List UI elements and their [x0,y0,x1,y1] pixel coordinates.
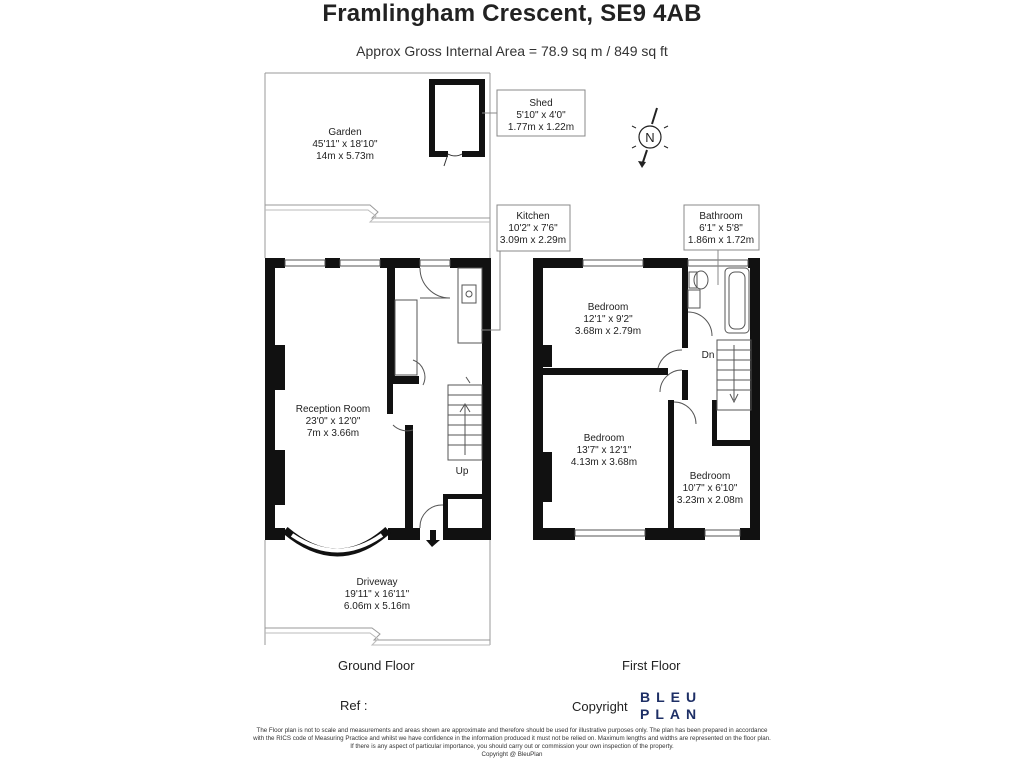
stairs-down-label: Dn [701,350,715,361]
logo-line-2: PLAN [640,706,703,722]
shed [432,82,482,166]
garden-metric: 14m x 5.73m [316,151,374,162]
garden-imperial: 45'11" x 18'10" [312,139,378,150]
bedroom3-metric: 3.23m x 2.08m [676,495,744,506]
bathroom-metric: 1.86m x 1.72m [687,235,755,246]
driveway-imperial: 19'11" x 16'11" [344,589,410,600]
ground-floor-label: Ground Floor [338,658,415,673]
reception-metric: 7m x 3.66m [306,428,360,439]
shed-imperial: 5'10" x 4'0" [516,110,566,121]
shed-name: Shed [529,98,553,109]
first-floor-label: First Floor [622,658,681,673]
bedroom2-name: Bedroom [583,433,625,444]
shed-metric: 1.77m x 1.22m [507,122,575,133]
bedroom1-imperial: 12'1" x 9'2" [583,314,633,325]
kitchen-fittings [395,268,482,375]
driveway-metric: 6.06m x 5.16m [343,601,411,612]
stairs-up-label: Up [455,466,469,477]
disclaimer-line-4: Copyright @ BleuPlan [481,751,543,758]
page-title: Framlingham Crescent, SE9 4AB [322,0,702,27]
copyright-label: Copyright [572,699,628,714]
reception-name: Reception Room [295,404,371,415]
bedroom1-metric: 3.68m x 2.79m [574,326,642,337]
disclaimer-line-3: If there is any aspect of particular importance, you should carry out or commission your own inspection of the property. [350,743,674,750]
disclaimer-line-1: The Floor plan is not to scale and measurements and areas shown are approximate and therefore should be used for illustrative purposes only. The plan has been prepared in accordance [256,727,768,734]
bleuplan-logo [640,689,710,723]
kitchen-name: Kitchen [516,211,550,222]
driveway-name: Driveway [356,577,398,588]
entrance-arrow-icon [426,530,440,547]
logo-line-1: BLEU [640,689,703,705]
compass-letter: N [645,130,655,145]
bedroom3-name: Bedroom [689,471,731,482]
disclaimer-line-2: with the RICS code of Measuring Practice and whilst we have confidence in the information produced it must not be relied on. Maximum lengths and widths are represented on the floor plan. [253,735,771,742]
kitchen-imperial: 10'2" x 7'6" [508,223,558,234]
ground-floor-walls [265,258,491,540]
reception-imperial: 23'0" x 12'0" [305,416,361,427]
reference: Ref : [340,698,368,713]
bedroom2-imperial: 13'7" x 12'1" [576,445,632,456]
disclaimer [0,727,1024,759]
garden-area [265,73,490,258]
kitchen-metric: 3.09m x 2.29m [499,235,567,246]
bedroom1-name: Bedroom [587,302,629,313]
garden-name: Garden [328,127,362,138]
bedroom3-imperial: 10'7" x 6'10" [682,483,738,494]
bedroom2-metric: 4.13m x 3.68m [570,457,638,468]
bathroom-imperial: 6'1" x 5'8" [699,223,743,234]
gross-area: Approx Gross Internal Area = 78.9 sq m / 849 sq ft [356,43,668,59]
bathroom-name: Bathroom [699,211,743,222]
